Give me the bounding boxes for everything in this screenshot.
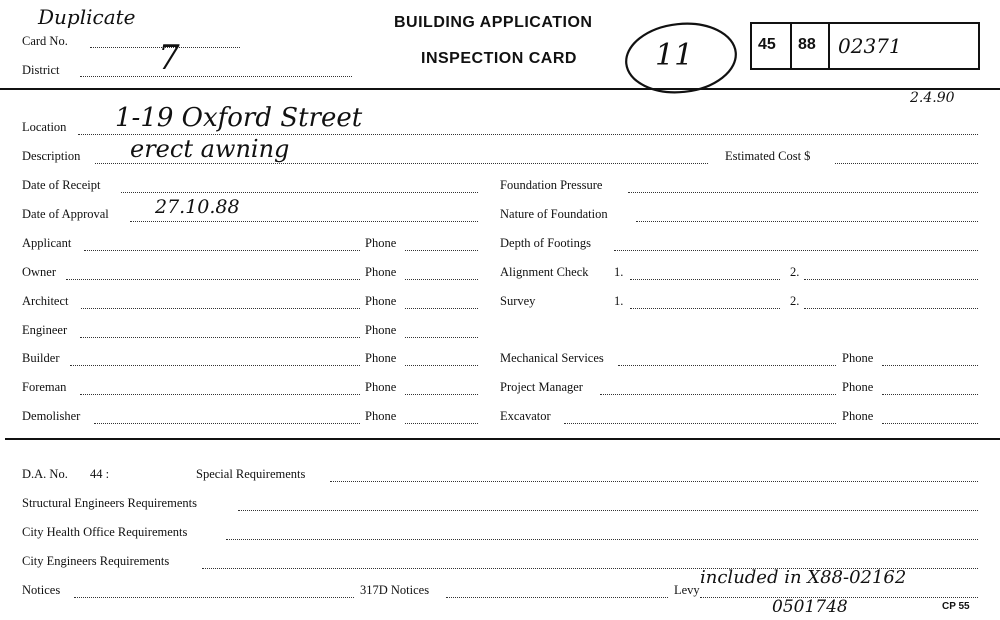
card-no-handwritten: Duplicate — [38, 5, 136, 29]
date-of-receipt-line — [121, 192, 478, 193]
owner-label: Owner — [22, 265, 57, 279]
foreman-phone-line — [405, 394, 478, 395]
builder-label: Builder — [22, 351, 60, 365]
nature-of-foundation-line — [636, 221, 978, 222]
foundation-pressure-label: Foundation Pressure — [500, 178, 603, 192]
mechanical-services-line — [618, 365, 836, 366]
estimated-cost-line — [835, 163, 978, 164]
special-requirements-line — [330, 481, 978, 482]
excavator-line — [564, 423, 836, 424]
city-health-label: City Health Office Requirements — [22, 525, 188, 539]
project-manager-phone-line — [882, 394, 978, 395]
demolisher-label: Demolisher — [22, 409, 81, 423]
date-of-approval-label: Date of Approval — [22, 207, 109, 221]
survey-label: Survey — [500, 294, 536, 308]
architect-phone-line — [405, 308, 478, 309]
architect-label: Architect — [22, 294, 69, 308]
special-requirements-label: Special Requirements — [196, 467, 306, 481]
engineer-line — [80, 337, 360, 338]
applicant-phone-line — [405, 250, 478, 251]
section-rule — [5, 438, 1000, 440]
district-label: District — [22, 63, 60, 77]
alignment-check-2: 2. — [790, 265, 800, 279]
project-manager-line — [600, 394, 836, 395]
ref-box-1: 45 — [758, 36, 776, 53]
depth-of-footings-label: Depth of Footings — [500, 236, 591, 250]
estimated-cost-label: Estimated Cost $ — [725, 149, 811, 163]
levy-handwritten: included in X88-02162 — [700, 567, 907, 588]
bottom-number: 0501748 — [772, 597, 848, 617]
alignment-check-line-2 — [804, 279, 978, 280]
demolisher-phone-label: Phone — [365, 409, 397, 423]
date-of-approval-line — [130, 221, 478, 222]
alignment-check-label: Alignment Check — [500, 265, 589, 279]
excavator-phone-line — [882, 423, 978, 424]
date-note: 2.4.90 — [910, 90, 955, 106]
form-code: CP 55 — [942, 601, 970, 612]
depth-of-footings-line — [614, 250, 978, 251]
engineer-label: Engineer — [22, 323, 68, 337]
da-no-value: 44 : — [90, 467, 110, 481]
owner-phone-line — [405, 279, 478, 280]
excavator-phone-label: Phone — [842, 409, 874, 423]
date-of-receipt-label: Date of Receipt — [22, 178, 101, 192]
project-manager-phone-label: Phone — [842, 380, 874, 394]
ref-divider-2 — [828, 24, 830, 68]
header-rule — [0, 88, 1000, 90]
alignment-check-1: 1. — [614, 265, 624, 279]
levy-label: Levy — [674, 583, 700, 597]
demolisher-line — [94, 423, 360, 424]
ref-box-2: 88 — [798, 36, 816, 53]
mechanical-services-phone-label: Phone — [842, 351, 874, 365]
applicant-phone-label: Phone — [365, 236, 397, 250]
circled-number: 11 — [655, 38, 694, 73]
description-value: erect awning — [130, 135, 290, 163]
notices-317d-line — [446, 597, 668, 598]
structural-engineers-label: Structural Engineers Requirements — [22, 496, 197, 510]
district-handwritten: 7 — [158, 38, 180, 78]
owner-phone-label: Phone — [365, 265, 397, 279]
location-value: 1-19 Oxford Street — [115, 103, 363, 133]
project-manager-label: Project Manager — [500, 380, 583, 394]
mechanical-services-phone-line — [882, 365, 978, 366]
demolisher-phone-line — [405, 423, 478, 424]
survey-1: 1. — [614, 294, 624, 308]
foundation-pressure-line — [628, 192, 978, 193]
notices-317d-label: 317D Notices — [360, 583, 430, 597]
survey-line-2 — [804, 308, 978, 309]
structural-engineers-line — [238, 510, 978, 511]
city-engineers-label: City Engineers Requirements — [22, 554, 170, 568]
engineer-phone-line — [405, 337, 478, 338]
district-line — [80, 76, 352, 77]
builder-line — [70, 365, 360, 366]
mechanical-services-label: Mechanical Services — [500, 351, 604, 365]
alignment-check-line-1 — [630, 279, 780, 280]
card-no-label: Card No. — [22, 34, 68, 48]
notices-line — [74, 597, 354, 598]
owner-line — [66, 279, 360, 280]
builder-phone-label: Phone — [365, 351, 397, 365]
date-of-approval-value: 27.10.88 — [155, 196, 240, 218]
ref-divider-1 — [790, 24, 792, 68]
engineer-phone-label: Phone — [365, 323, 397, 337]
foreman-phone-label: Phone — [365, 380, 397, 394]
description-label: Description — [22, 149, 81, 163]
survey-2: 2. — [790, 294, 800, 308]
applicant-label: Applicant — [22, 236, 72, 250]
da-no-label: D.A. No. — [22, 467, 68, 481]
notices-label: Notices — [22, 583, 61, 597]
architect-line — [81, 308, 360, 309]
foreman-line — [80, 394, 360, 395]
architect-phone-label: Phone — [365, 294, 397, 308]
location-label: Location — [22, 120, 67, 134]
city-health-line — [226, 539, 978, 540]
foreman-label: Foreman — [22, 380, 67, 394]
description-line — [95, 163, 708, 164]
survey-line-1 — [630, 308, 780, 309]
builder-phone-line — [405, 365, 478, 366]
excavator-label: Excavator — [500, 409, 551, 423]
form-title: BUILDING APPLICATION — [394, 14, 593, 31]
ref-box-3: 02371 — [838, 34, 902, 58]
nature-of-foundation-label: Nature of Foundation — [500, 207, 608, 221]
form-subtitle: INSPECTION CARD — [421, 50, 577, 67]
applicant-line — [84, 250, 360, 251]
